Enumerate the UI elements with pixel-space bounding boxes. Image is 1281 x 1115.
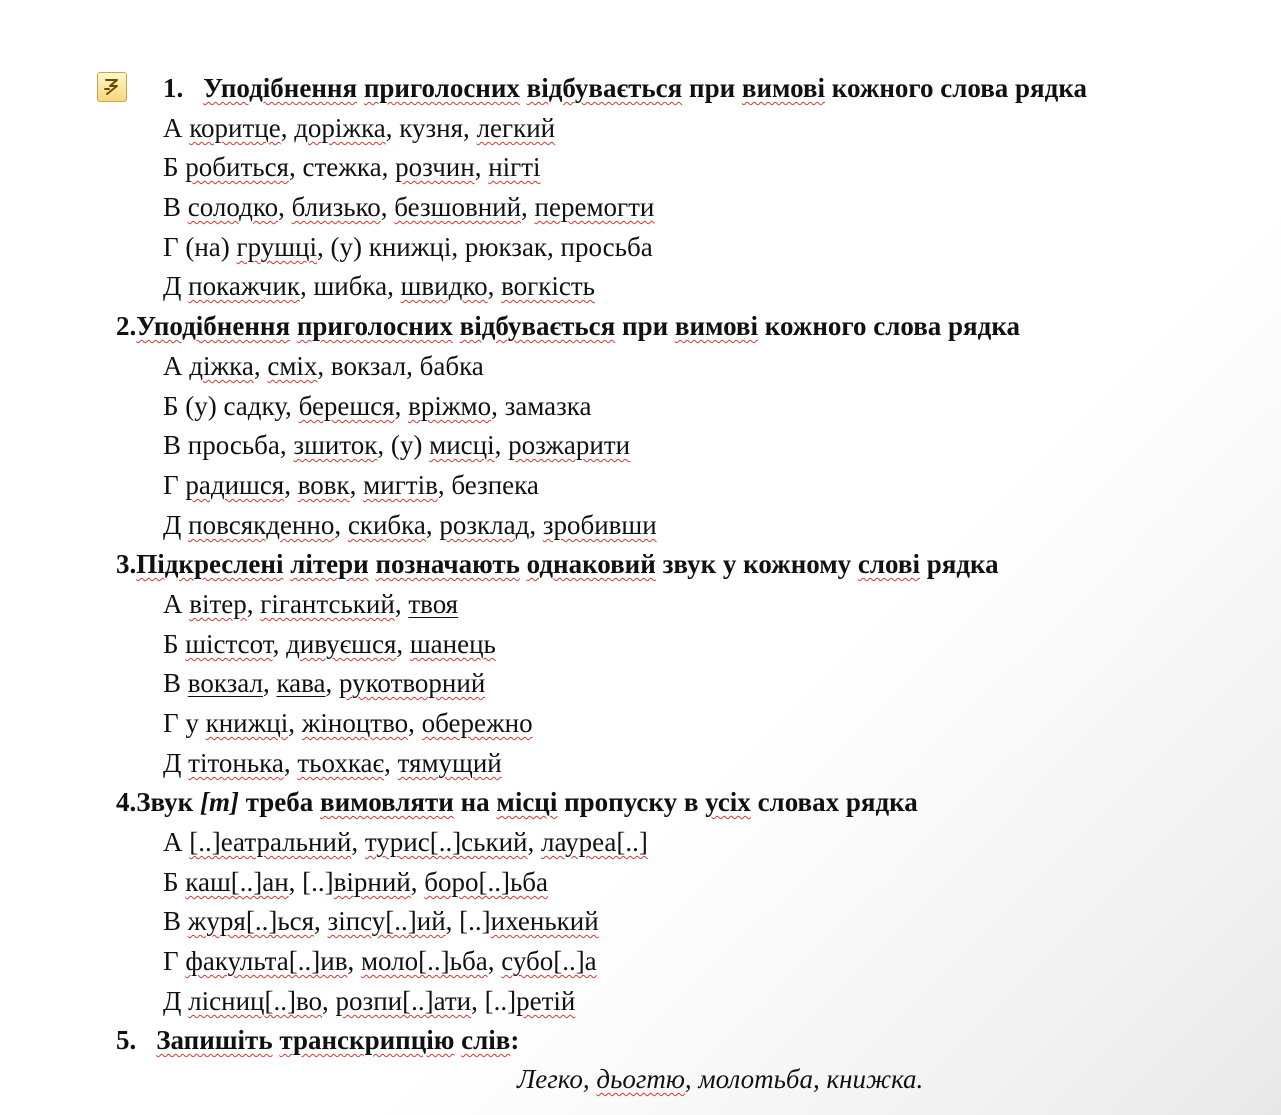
text: , (394, 391, 409, 421)
word: сміх (267, 351, 318, 381)
word: жіноцтво (301, 708, 409, 738)
word: берешся (298, 391, 395, 421)
word: грушці (236, 232, 317, 262)
word: транскрипцію (279, 1025, 455, 1055)
word: усіх (705, 787, 751, 817)
option-letter: А (163, 827, 190, 857)
word: легкий (476, 113, 556, 143)
question-3-title (116, 548, 999, 580)
word: покажчик (188, 271, 300, 301)
option-letter: Б (у) садку, (163, 391, 299, 421)
question-number: 3. (116, 549, 137, 579)
option-letter: Г (на) (163, 232, 237, 262)
word: мисці (429, 430, 495, 460)
text: звук у кожному (655, 549, 858, 579)
text (357, 73, 364, 103)
question-2-option-c (163, 429, 630, 461)
question-number: 1. (163, 73, 184, 103)
text: , (253, 351, 268, 381)
question-1-option-d (163, 231, 653, 263)
text: , шибка, (299, 271, 401, 301)
text: Легко, (517, 1064, 597, 1094)
text: , безпека (437, 470, 539, 500)
word: вовк (297, 470, 350, 500)
word: дьогтю (596, 1064, 685, 1094)
option-letter: Б (163, 867, 186, 897)
text: , (410, 867, 425, 897)
question-number: 5. (116, 1025, 137, 1055)
text: , кузня, (385, 113, 477, 143)
option-letter: Г у (163, 708, 206, 738)
word: позначають (375, 549, 520, 579)
quiz-marker-glyph (98, 73, 126, 101)
question-2-option-b (163, 390, 592, 422)
question-3-option-c (163, 667, 485, 699)
word: гігантський (260, 589, 395, 619)
text: , (288, 708, 302, 738)
word: діжка (189, 351, 254, 381)
word: Запишіть (156, 1025, 273, 1055)
word: перемогти (534, 192, 655, 222)
text: , (284, 470, 298, 500)
text: , (380, 192, 395, 222)
word: боро[..]ьба (424, 867, 549, 897)
word: вріжмо (408, 391, 492, 421)
word: лауреа[..] (541, 827, 648, 857)
option-letter: А (163, 351, 190, 381)
word: вірний (333, 867, 411, 897)
option-letter: Д (163, 748, 189, 778)
text (520, 549, 527, 579)
text: , (487, 271, 502, 301)
text: , (246, 589, 261, 619)
text: , (474, 152, 489, 182)
word: факульта[..]ив (185, 946, 348, 976)
word: ихенький (490, 906, 599, 936)
word: Підкреслені (136, 549, 284, 579)
word: робиться (185, 152, 289, 182)
text: при (682, 73, 742, 103)
word: тямущий (397, 748, 502, 778)
word: книжці (205, 708, 289, 738)
question-4-option-a (163, 826, 648, 858)
question-3-option-e (163, 747, 502, 779)
word: приголосних (296, 311, 453, 341)
text: , (384, 748, 398, 778)
text: Звук (136, 787, 200, 817)
question-1-option-c (163, 191, 654, 223)
text: , (347, 946, 361, 976)
word: нігті (488, 152, 541, 182)
option-letter: В (163, 906, 188, 936)
word: розчин (395, 152, 475, 182)
question-3-option-d (163, 707, 533, 739)
option-letter: Д (163, 271, 189, 301)
text: , (529, 510, 543, 540)
text: , (396, 629, 410, 659)
text: , (425, 510, 440, 540)
text (520, 73, 527, 103)
word: вимовляти (320, 787, 454, 817)
word: безшовний (394, 192, 522, 222)
question-4-option-b (163, 866, 548, 898)
text: , (325, 668, 340, 698)
word: тьохкає (297, 748, 385, 778)
option-letter: А (163, 113, 190, 143)
word: вітер (189, 589, 247, 619)
text: , (278, 192, 292, 222)
text: , стежка, (288, 152, 396, 182)
word: каш[..]ан (185, 867, 289, 897)
option-letter: Б (163, 629, 186, 659)
word: розклад (439, 510, 530, 540)
text: , (349, 470, 364, 500)
word: зіпсу[..]ий (327, 906, 446, 936)
word: скибка (347, 510, 426, 540)
text: при (615, 311, 675, 341)
word: вимові (741, 73, 825, 103)
word: слів (461, 1025, 511, 1055)
quiz-marker-icon[interactable] (97, 72, 127, 102)
word: вогкість (501, 271, 595, 301)
word: розпи[..]ати (335, 986, 472, 1016)
option-letter: Г (163, 470, 186, 500)
text: кожного слова рядка (758, 311, 1020, 341)
text (453, 311, 460, 341)
word: повсякденно (188, 510, 335, 540)
text: , [..] (471, 986, 517, 1016)
text: , (521, 192, 535, 222)
word: [..]еатральний (189, 827, 352, 857)
question-1-option-b (163, 151, 541, 183)
word: розжарити (508, 430, 631, 460)
option-letter: В (163, 192, 188, 222)
word: рукотворний (339, 668, 486, 698)
word: зробивши (542, 510, 657, 540)
question-4-option-c (163, 905, 599, 937)
word: дивуєшся (286, 629, 397, 659)
word: шанець (409, 629, 496, 659)
question-2-option-a (163, 350, 484, 382)
question-1-option-e (163, 270, 595, 302)
text: , (280, 113, 295, 143)
question-number: 2. (116, 311, 137, 341)
text: , (314, 906, 328, 936)
option-letter: Г (163, 946, 186, 976)
text: словах рядка (750, 787, 918, 817)
word: відбувається (526, 73, 683, 103)
text: : (510, 1025, 520, 1055)
text: , [..] (288, 867, 334, 897)
text: на (453, 787, 497, 817)
word: швидко (400, 271, 488, 301)
word: журя[..]ься (187, 906, 315, 936)
text (290, 311, 297, 341)
word: Уподібнення (203, 73, 358, 103)
option-letter: Д (163, 510, 189, 540)
word: вокзал (187, 668, 263, 698)
question-3-option-b (163, 628, 496, 660)
option-letter: Д (163, 986, 189, 1016)
word: місці (496, 787, 558, 817)
text: треба (238, 787, 321, 817)
word: зшиток (293, 430, 378, 460)
text: , (494, 430, 509, 460)
question-1-title (163, 72, 1087, 104)
word: вимові (674, 311, 758, 341)
text: , [..] (445, 906, 491, 936)
word: ретій (516, 986, 576, 1016)
word: шістсот (185, 629, 273, 659)
question-5-title (116, 1024, 519, 1056)
word: приголосних (363, 73, 520, 103)
question-4-title (116, 786, 918, 818)
option-letter: Б (163, 152, 186, 182)
text: , (351, 827, 365, 857)
option-letter: В (163, 668, 188, 698)
word: турис[..]ський (364, 827, 528, 857)
word: радишся (185, 470, 285, 500)
text: , замазка (491, 391, 592, 421)
word: Уподібнення (136, 311, 291, 341)
question-4-option-e (163, 985, 575, 1017)
question-1-option-a (163, 112, 555, 144)
word: слові (857, 549, 920, 579)
word: лісниц[..]во (188, 986, 323, 1016)
question-number: 4. (116, 787, 137, 817)
word: моло[..]ьба (360, 946, 488, 976)
question-3-option-a (163, 588, 458, 620)
word: мигтів (363, 470, 438, 500)
word: субо[..]а (501, 946, 597, 976)
question-2-option-e (163, 509, 657, 541)
text: , (527, 827, 542, 857)
text: , (322, 986, 336, 1016)
word: обережно (421, 708, 533, 738)
sound-symbol: [т] (199, 787, 239, 817)
word: солодко (187, 192, 279, 222)
text: , (283, 748, 298, 778)
word: однаковий (526, 549, 656, 579)
text: , (272, 629, 287, 659)
text: , (408, 708, 422, 738)
word: твоя (408, 589, 459, 619)
text: , (262, 668, 277, 698)
text: пропуску в (557, 787, 706, 817)
option-letter: А (163, 589, 190, 619)
word: коритце (189, 113, 281, 143)
word: літери (290, 549, 369, 579)
word: кава (276, 668, 326, 698)
text: , вокзал, бабка (317, 351, 484, 381)
word: відбувається (459, 311, 616, 341)
text: , (394, 589, 409, 619)
question-4-option-d (163, 945, 597, 977)
text: , молотьба, книжка. (684, 1064, 924, 1094)
text: , (у) книжці, рюкзак, просьба (317, 232, 653, 262)
text: рядка (919, 549, 999, 579)
word: тітонька (188, 748, 284, 778)
question-5-words (517, 1063, 923, 1095)
text: , (у) (377, 430, 430, 460)
option-letter: В просьба, (163, 430, 294, 460)
text: кожного слова рядка (825, 73, 1087, 103)
word: близько (291, 192, 381, 222)
text: , (334, 510, 348, 540)
word: доріжка (294, 113, 386, 143)
text: , (487, 946, 502, 976)
question-2-title (116, 310, 1020, 342)
question-2-option-d (163, 469, 539, 501)
